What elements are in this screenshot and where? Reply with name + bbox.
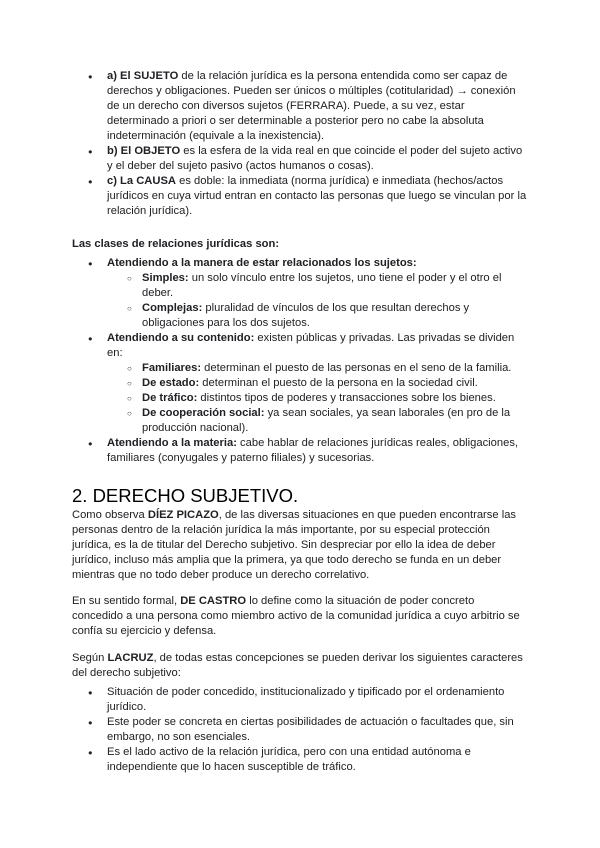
- sub-list-item: ○ De cooperación social: ya sean sociales, ya sean laborales (en pro de la producción nacional).: [72, 406, 527, 436]
- paragraph: Según LACRUZ, de todas estas concepciones se pueden derivar los siguientes caracteres del derecho subjetivo:: [72, 652, 523, 679]
- caracteres-list: [72, 685, 527, 775]
- sub-list: [107, 361, 527, 436]
- sub-list-item: ○ De tráfico: distintos tipos de poderes y transacciones sobre los bienes.: [72, 391, 527, 406]
- list-item: ● Situación de poder concedido, institucionalizado y tipificado por el ordenamiento jurídico.: [72, 685, 527, 715]
- list-item: ● Atendiendo a su contenido: existen públicas y privadas. Las privadas se dividen en: ○ Familiares: determinan el puesto de las personas en el seno de la familia. ○ De estado: determinan el puesto de la persona en la sociedad civil. ○ De tráfico: distintos tipos de poderes y transacciones sobre los bienes. ○ De cooperación social: ya sean sociales, ya sean laborales (en pro de la producción nacional).: [72, 331, 527, 436]
- list-item: ● a) El SUJETO de la relación jurídica es la persona entendida como ser capaz de derechos y obligaciones. Pueden ser únicos o múltiples (cotitularidad) → conexión de un derecho con diversos sujetos (FERRARA). Puede, a su vez, estar determinado a priori o ser determinable a posterior pero no cabe la absoluta indeterminación (equivale a la inexistencia).: [72, 69, 527, 144]
- sub-list-item: ○ Complejas: pluralidad de vínculos de los que resultan derechos y obligaciones para los dos sujetos.: [72, 301, 527, 331]
- clases-list-block: [72, 256, 527, 466]
- list-item: ● Es el lado activo de la relación jurídica, pero con una entidad autónoma e independiente que lo hacen susceptible de tráfico.: [72, 745, 527, 775]
- paragraph: En su sentido formal, DE CASTRO lo define como la situación de poder concreto concedido a una persona como miembro activo de la comunidad jurídica a cuyo arbitrio se confía su ejercicio y defensa.: [72, 595, 520, 637]
- clases-heading: Las clases de relaciones jurídicas son:: [72, 238, 280, 250]
- section-title: 2. DERECHO SUBJETIVO.: [72, 485, 299, 506]
- sub-list-item: ○ Simples: un solo vínculo entre los sujetos, uno tiene el poder y el otro el deber.: [72, 271, 527, 301]
- sub-list-item: ○ Familiares: determinan el puesto de las personas en el seno de la familia.: [72, 361, 527, 376]
- list-item: ● b) El OBJETO es la esfera de la vida real en que coincide el poder del sujeto activo y el deber del sujeto pasivo (actos humanos o cosas).: [72, 144, 527, 174]
- caracteres-list-block: [72, 685, 527, 775]
- list-item: ● Atendiendo a la materia: cabe hablar de relaciones jurídicas reales, obligaciones, familiares (conyugales y paterno filiales) y sucesorias.: [72, 436, 527, 466]
- list-item: ● c) La CAUSA es doble: la inmediata (norma jurídica) e inmediata (hechos/actos jurídicos en cuya virtud entran en contacto las personas que luego se vinculan por la relación jurídica).: [72, 174, 527, 219]
- sub-list: [107, 271, 527, 331]
- paragraph: Como observa DÍEZ PICAZO, de las diversas situaciones en que pueden encontrarse las personas dentro de la relación jurídica la más importante, por su especial protección jurídica, es la de titular del Derecho subjetivo. Sin despreciar por ello la idea de deber jurídico, incluso más amplia que la primera, ya que todo derecho se funda en un deber mientras que no todo deber produce un derecho correlativo.: [72, 509, 517, 581]
- intro-list: [72, 69, 527, 219]
- sub-list-item: ○ De estado: determinan el puesto de la persona en la sociedad civil.: [72, 376, 527, 391]
- list-item: ● Atendiendo a la manera de estar relacionados los sujetos: ○ Simples: un solo vínculo entre los sujetos, uno tiene el poder y el otro el deber. ○ Complejas: pluralidad de vínculos de los que resultan derechos y obligaciones para los dos sujetos.: [72, 256, 527, 331]
- intro-list-block: [72, 69, 527, 219]
- list-item: ● Este poder se concreta en ciertas posibilidades de actuación o facultades que, sin embargo, no son esenciales.: [72, 715, 527, 745]
- clases-list: [72, 256, 527, 466]
